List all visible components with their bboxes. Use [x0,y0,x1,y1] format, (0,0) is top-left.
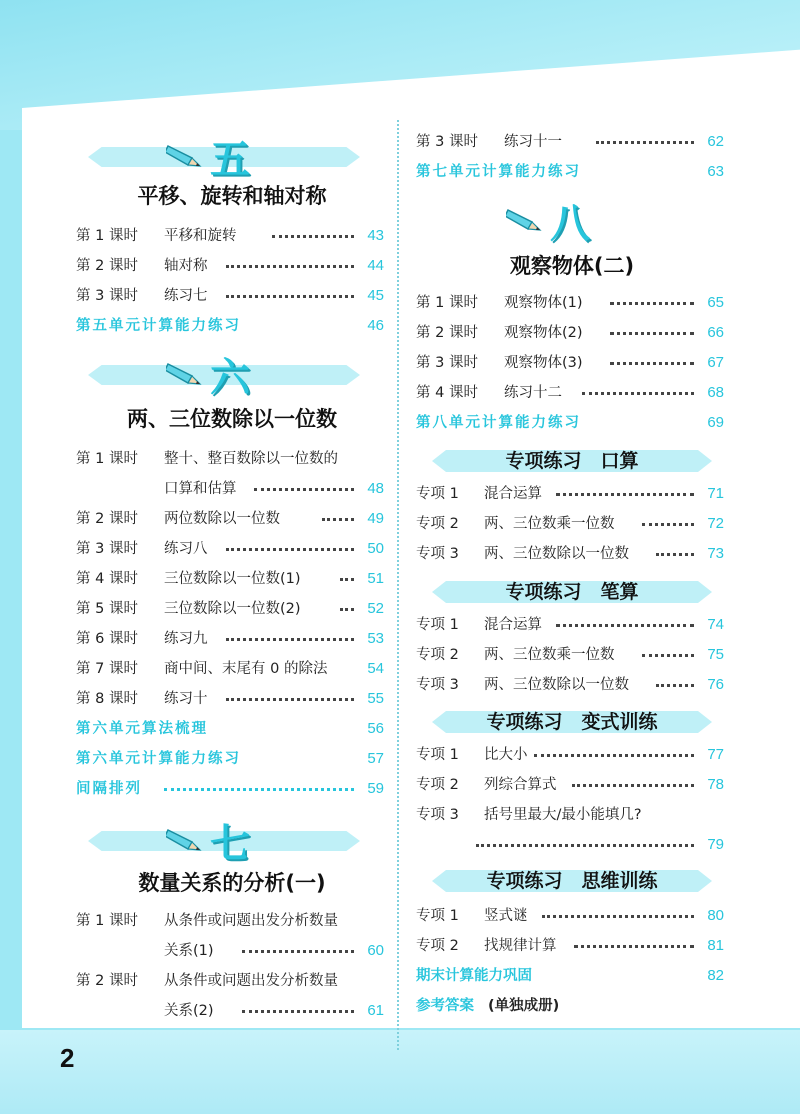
toc-entry[interactable] [76,687,388,711]
unit-title-7: 数量关系的分析(一) [138,871,326,895]
toc-entry[interactable] [76,909,388,933]
entry-page: 43 [367,227,384,244]
toc-entry[interactable] [416,381,728,405]
leader-dots [226,698,354,701]
entry-name: 练习十 [164,691,208,707]
leader-dots [556,493,694,496]
leader-dots [254,488,354,491]
entry-name: 关系(2) [164,1003,214,1019]
pencil-icon [506,204,544,234]
special-banner-written [416,575,728,609]
entry-name: 商中间、末尾有 0 的除法 [164,661,328,677]
entry-label: 第 3 课时 [76,541,138,557]
entry-page: 67 [707,354,724,371]
special-banner-oral [416,444,728,478]
toc-entry[interactable] [416,643,728,667]
entry-page: 78 [707,776,724,793]
unit-numeral: 五 [210,137,250,183]
entry-page: 55 [367,690,384,707]
entry-page: 60 [367,942,384,959]
entry-label: 第 6 课时 [76,631,138,647]
entry-name: 练习十二 [504,385,562,401]
entry-label: 第 4 课时 [76,571,138,587]
entry-name: 列综合算式 [484,777,557,793]
special-banner-title: 专项练习 变式训练 [486,711,658,733]
entry-page: 69 [707,414,724,431]
unit-banner-7 [76,818,388,868]
unit-title-8: 观察物体(二) [509,254,635,278]
toc-entry[interactable] [76,284,388,308]
entry-label: 第 2 课时 [416,325,478,341]
entry-name: 两、三位数乘一位数 [484,647,615,663]
entry-label: 第 3 课时 [76,288,138,304]
entry-label: 第 1 课时 [76,451,138,467]
toc-entry[interactable] [76,717,388,741]
entry-page: 48 [367,480,384,497]
leader-dots [582,392,694,395]
entry-label: 专项 1 [416,617,459,633]
entry-label: 第 1 课时 [416,295,478,311]
special-banner-thinking [416,864,728,898]
toc-entry[interactable] [416,321,728,345]
toc-entry[interactable] [76,657,388,681]
pencil-icon [166,824,204,854]
unit-banner-6 [76,352,388,402]
entry-label: 第 2 课时 [76,973,138,989]
entry-label: 第 1 课时 [76,228,138,244]
toc-entry[interactable] [416,130,728,154]
pencil-icon [166,140,204,170]
leader-dots [610,332,694,335]
special-banner-variant [416,705,728,739]
entry-page: 72 [707,515,724,532]
toc-entry[interactable] [76,447,388,471]
entry-note: (单独成册) [488,998,560,1014]
leader-dots [242,950,354,953]
toc-entry[interactable] [76,507,388,531]
unit-title-6: 两、三位数除以一位数 [127,407,337,431]
leader-dots [226,638,354,641]
entry-label: 专项 2 [416,938,459,954]
leader-dots [164,788,354,791]
entry-label: 期末计算能力巩固 [416,968,532,984]
leader-dots [226,295,354,298]
entry-label: 专项 1 [416,486,459,502]
entry-name: 两位数除以一位数 [164,511,280,527]
entry-page: 62 [707,133,724,150]
entry-page: 57 [367,750,384,767]
entry-name: 练习九 [164,631,208,647]
toc-entry[interactable] [416,773,728,797]
entry-page: 52 [367,600,384,617]
entry-page: 80 [707,907,724,924]
leader-dots [542,915,694,918]
entry-page: 53 [367,630,384,647]
entry-page: 54 [367,660,384,677]
entry-name: 三位数除以一位数(1) [164,571,301,587]
leader-dots [226,548,354,551]
toc-entry[interactable] [416,934,728,958]
entry-label: 第 8 课时 [76,691,138,707]
entry-label: 专项 3 [416,807,459,823]
entry-page: 59 [367,780,384,797]
entry-label: 专项 1 [416,747,459,763]
toc-entry-continued[interactable] [76,999,388,1023]
unit-title-5: 平移、旋转和轴对称 [137,184,327,208]
leader-dots [574,945,694,948]
entry-page: 45 [367,287,384,304]
toc-entry[interactable] [416,673,728,697]
entry-name: 从条件或问题出发分析数量 [164,913,338,929]
toc-entry-final[interactable] [416,964,728,988]
entry-label: 第 7 课时 [76,661,138,677]
pencil-icon [166,358,204,388]
leader-dots [226,265,354,268]
entry-page: 76 [707,676,724,693]
toc-entry[interactable] [416,411,728,435]
toc-entry[interactable] [76,314,388,338]
toc-entry[interactable] [76,777,388,801]
background-bottom [0,1030,800,1114]
entry-page: 61 [367,1002,384,1019]
entry-page: 56 [367,720,384,737]
unit-numeral: 七 [210,821,250,867]
entry-page: 82 [707,967,724,984]
entry-page: 49 [367,510,384,527]
entry-page: 63 [707,163,724,180]
entry-name: 练习七 [164,288,208,304]
entry-name: 观察物体(3) [504,355,583,371]
entry-label: 专项 2 [416,777,459,793]
entry-label: 第 1 课时 [76,913,138,929]
leader-dots [596,141,694,144]
entry-page: 75 [707,646,724,663]
entry-page: 66 [707,324,724,341]
entry-name: 括号里最大/最小能填几? [484,807,642,823]
toc-entry[interactable] [416,613,728,637]
leader-dots [476,844,694,847]
entry-label: 第 3 课时 [416,355,478,371]
column-divider [397,120,399,1050]
toc-entry[interactable] [76,969,388,993]
unit-numeral: 八 [550,201,590,247]
entry-name: 竖式谜 [484,908,528,924]
entry-page: 65 [707,294,724,311]
entry-label: 专项 3 [416,546,459,562]
entry-name: 轴对称 [164,258,208,274]
page-number: 2 [60,1043,75,1073]
leader-dots [556,624,694,627]
unit-banner-8 [416,198,728,248]
toc-entry[interactable] [76,254,388,278]
entry-label: 专项 1 [416,908,459,924]
unit-banner-5 [76,134,388,184]
leader-dots [340,578,354,581]
leader-dots [642,523,694,526]
leader-dots [642,654,694,657]
toc-entry[interactable] [416,351,728,375]
leader-dots [534,754,694,757]
entry-name: 两、三位数乘一位数 [484,516,615,532]
entry-name: 混合运算 [484,617,542,633]
entry-page: 71 [707,485,724,502]
toc-entry[interactable] [76,224,388,248]
entry-page: 81 [707,937,724,954]
toc-entry[interactable] [416,743,728,767]
entry-name: 三位数除以一位数(2) [164,601,301,617]
entry-page: 50 [367,540,384,557]
entry-page: 68 [707,384,724,401]
entry-name: 观察物体(2) [504,325,583,341]
toc-entry[interactable] [416,904,728,928]
entry-name: 关系(1) [164,943,214,959]
entry-page: 51 [367,570,384,587]
toc-entry[interactable] [416,512,728,536]
special-banner-title: 专项练习 口算 [505,450,639,472]
toc-entry-continued[interactable] [76,477,388,501]
entry-label: 专项 2 [416,647,459,663]
entry-name: 从条件或问题出发分析数量 [164,973,338,989]
entry-name: 平移和旋转 [164,228,237,244]
toc-entry[interactable] [76,597,388,621]
entry-label: 第七单元计算能力练习 [416,164,581,180]
special-banner-title: 专项练习 思维训练 [486,870,658,892]
entry-label: 第 5 课时 [76,601,138,617]
leader-dots [572,784,694,787]
toc-entry[interactable] [76,747,388,771]
toc-entry[interactable] [76,627,388,651]
toc-entry[interactable] [76,567,388,591]
leader-dots [272,235,354,238]
entry-name: 两、三位数除以一位数 [484,677,629,693]
leader-dots [656,684,694,687]
toc-entry-continued[interactable] [76,939,388,963]
toc-entry[interactable] [76,537,388,561]
entry-page: 74 [707,616,724,633]
entry-label: 第六单元计算能力练习 [76,751,241,767]
leader-dots [656,553,694,556]
entry-label: 专项 3 [416,677,459,693]
entry-name: 口算和估算 [164,481,237,497]
entry-label: 第 3 课时 [416,134,478,150]
entry-name: 整十、整百数除以一位数的 [164,451,338,467]
leader-dots [610,362,694,365]
toc-entry[interactable] [416,482,728,506]
leader-dots [322,518,354,521]
entry-page: 79 [707,836,724,853]
entry-name: 练习八 [164,541,208,557]
entry-page: 73 [707,545,724,562]
entry-label: 第六单元算法梳理 [76,721,208,737]
entry-page: 77 [707,746,724,763]
entry-label: 参考答案 [416,998,474,1014]
entry-label: 第 4 课时 [416,385,478,401]
entry-name: 混合运算 [484,486,542,502]
toc-entry-answers[interactable] [416,994,728,1018]
toc-entry-continued[interactable] [416,833,728,857]
entry-name: 两、三位数除以一位数 [484,546,629,562]
entry-name: 观察物体(1) [504,295,583,311]
entry-page: 44 [367,257,384,274]
entry-label: 专项 2 [416,516,459,532]
unit-numeral: 六 [210,355,250,401]
entry-page: 46 [367,317,384,334]
toc-entry[interactable] [416,160,728,184]
toc-entry[interactable] [416,803,728,827]
entry-label: 第五单元计算能力练习 [76,318,241,334]
toc-entry[interactable] [416,542,728,566]
leader-dots [340,608,354,611]
entry-label: 第 2 课时 [76,511,138,527]
entry-name: 练习十一 [504,134,562,150]
entry-label: 第 2 课时 [76,258,138,274]
entry-label: 间隔排列 [76,781,142,797]
leader-dots [242,1010,354,1013]
entry-name: 找规律计算 [484,938,557,954]
leader-dots [610,302,694,305]
special-banner-title: 专项练习 笔算 [505,581,639,603]
entry-name: 比大小 [484,747,528,763]
entry-label: 第八单元计算能力练习 [416,415,581,431]
toc-entry[interactable] [416,291,728,315]
